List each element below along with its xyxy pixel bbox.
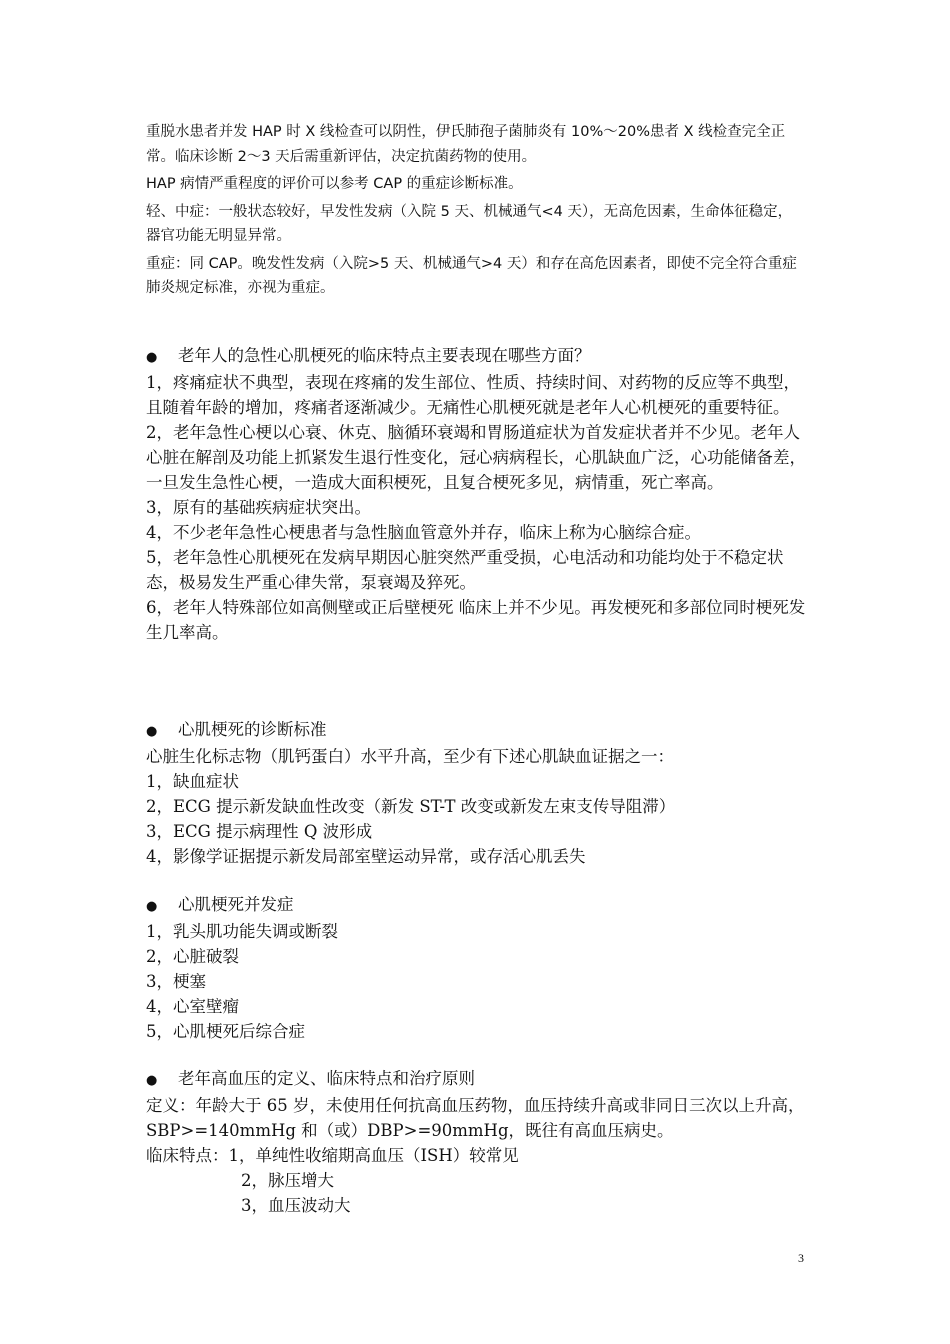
section-heading: ● 心肌梗死并发症 (146, 892, 810, 919)
list-item: 5，心肌梗死后综合症 (146, 1022, 305, 1041)
hap-paragraph-3: 轻、中症：一般状态较好，早发性发病（入院 5 天、机械通气<4 天），无高危因素，生命体征稳定，器官功能无明显异常。 (146, 203, 793, 244)
page-number: 3 (798, 1251, 804, 1265)
list-item: 3，血压波动大 (241, 1196, 351, 1215)
list-item: 2，ECG 提示新发缺血性改变（新发 ST-T 改变或新发左束支传导阻滞） (146, 797, 676, 816)
list-item: 6，老年人特殊部位如高侧壁或正后壁梗死 临床上并不少见。再发梗死和多部位同时梗死发生几率高。 (146, 598, 806, 642)
hap-paragraph-1: 重脱水患者并发 HAP 时 X 线检查可以阴性，伊氏肺孢子菌肺炎有 10%～20%患者 X 线检查完全正常。临床诊断 2～3 天后需重新评估，决定抗菌药物的使用。 (146, 124, 786, 165)
list-item: 1，缺血症状 (146, 772, 239, 791)
section-ami-elderly (146, 343, 810, 645)
list-item: 5，老年急性心肌梗死在发病早期因心脏突然严重受损，心电活动和功能均处于不稳定状态，极易发生严重心律失常，泵衰竭及猝死。 (146, 548, 784, 592)
hap-paragraph-2: HAP 病情严重程度的评价可以参考 CAP 的重症诊断标准。 (146, 176, 523, 192)
list-item: 2，心脏破裂 (146, 947, 239, 966)
section-heading: ● 心肌梗死的诊断标准 (146, 717, 810, 744)
list-item: 临床特点：1，单纯性收缩期高血压（ISH）较常见 (146, 1146, 519, 1165)
list-item: 3，ECG 提示病理性 Q 波形成 (146, 822, 373, 841)
section-heading: ● 老年人的急性心肌梗死的临床特点主要表现在哪些方面？ (146, 343, 810, 370)
section-heading: ● 老年高血压的定义、临床特点和治疗原则 (146, 1066, 810, 1093)
section-mi-complications (146, 892, 810, 1044)
list-item: 3，原有的基础疾病症状突出。 (146, 498, 371, 517)
list-item: 4，心室壁瘤 (146, 997, 239, 1016)
list-item: 2，老年急性心梗以心衰、休克、脑循环衰竭和胃肠道症状为首发症状者并不少见。老年人心脏在解剖及功能上抓紧发生退行性变化，冠心病病程长，心肌缺血广泛，心功能储备差，一旦发生急性心梗，一造成大面积梗死，且复合梗死多见，病情重，死亡率高。 (146, 423, 806, 492)
list-item: 1，乳头肌功能失调或断裂 (146, 922, 338, 941)
section-mi-diagnosis (146, 717, 810, 869)
list-item: 4，不少老年急性心梗患者与急性脑血管意外并存，临床上称为心脑综合症。 (146, 523, 701, 542)
list-item: 1，疼痛症状不典型，表现在疼痛的发生部位、性质、持续时间、对药物的反应等不典型，且随着年龄的增加，疼痛者逐渐减少。无痛性心肌梗死就是老年人心机梗死的重要特征。 (146, 373, 800, 417)
hap-paragraph-4: 重症：同 CAP。晚发性发病（入院>5 天、机械通气>4 天）和存在高危因素者，即使不完全符合重症肺炎规定标准，亦视为重症。 (146, 255, 797, 296)
list-item: 2，脉压增大 (241, 1171, 334, 1190)
list-item: 3，梗塞 (146, 972, 206, 991)
hap-section (146, 120, 806, 301)
section-elderly-hypertension (146, 1066, 810, 1218)
list-item: 4，影像学证据提示新发局部室壁运动异常，或存活心肌丢失 (146, 847, 586, 866)
list-item: 心脏生化标志物（肌钙蛋白）水平升高，至少有下述心肌缺血证据之一： (146, 747, 674, 766)
definition-text: 定义：年龄大于 65 岁，未使用任何抗高血压药物，血压持续升高或非同日三次以上升高，SBP>=140mmHg 和（或）DBP>=90mmHg，既往有高血压病史。 (146, 1096, 805, 1140)
